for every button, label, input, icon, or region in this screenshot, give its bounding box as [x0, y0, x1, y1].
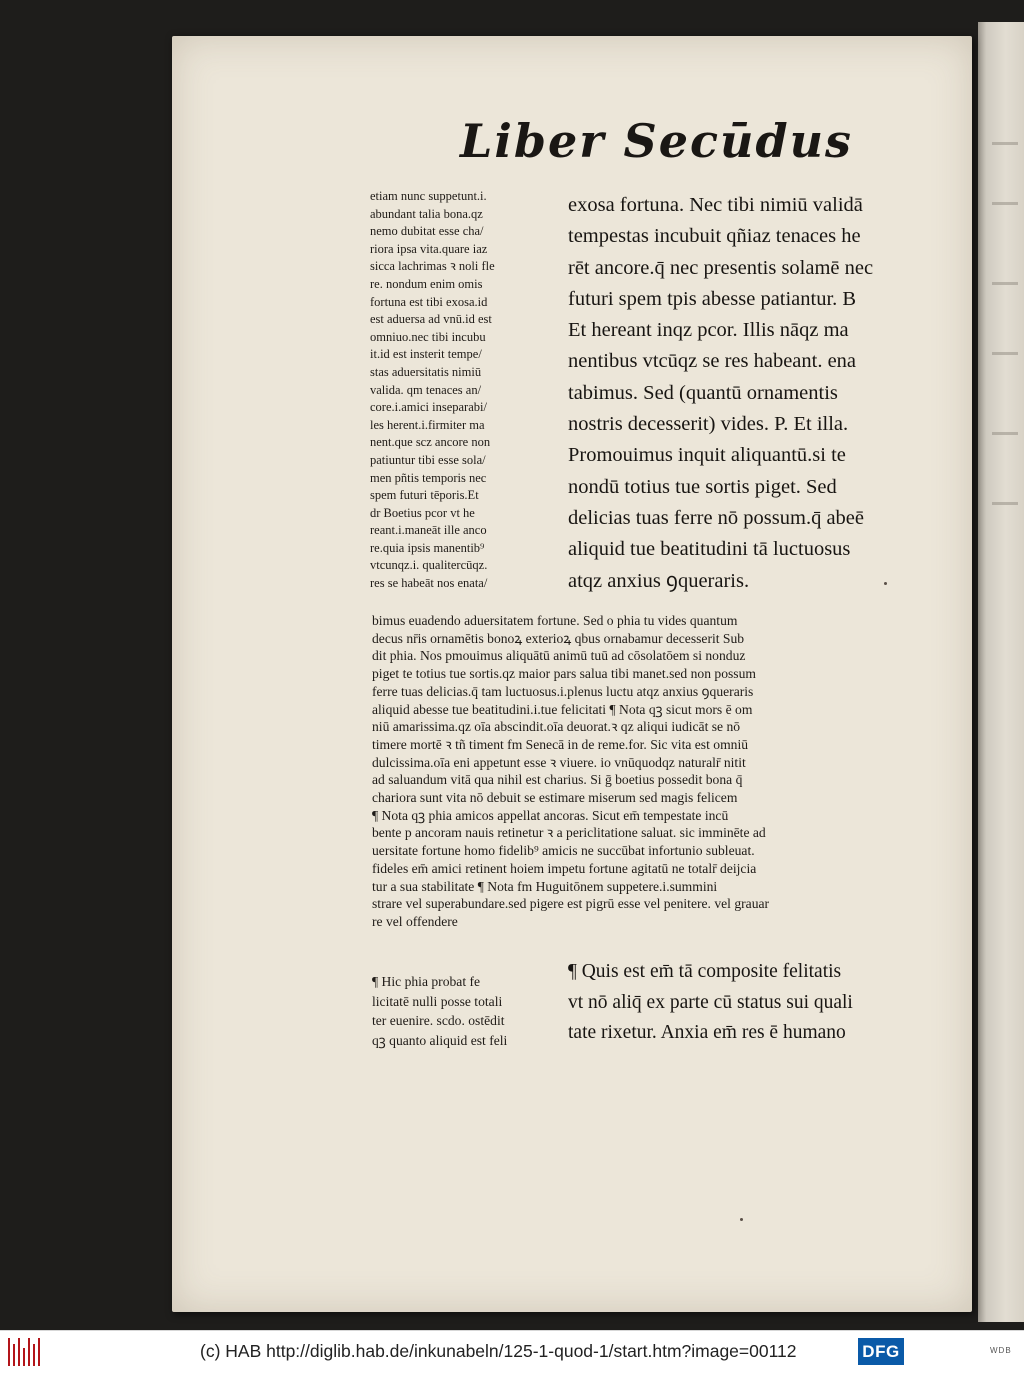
commentary-top — [370, 188, 562, 593]
main-text-line: futuri spem tpis abesse patiantur. B — [568, 287, 857, 310]
commentary-line: fortuna est tibi exosa.id — [370, 294, 488, 309]
commentary-line: re. nondum enim omis — [370, 276, 483, 291]
commentary-line: patiuntur tibi esse sola/ — [370, 452, 486, 467]
main-text-line: exosa fortuna. Nec tibi nimiū validā — [568, 194, 863, 216]
commentary-line: nent.que scz ancore non — [370, 435, 491, 450]
main-text-top — [568, 190, 913, 597]
commentary-line: re.quia ipsis manentib⁹ — [370, 540, 485, 555]
page-heading: Liber Secūdus — [460, 114, 853, 168]
commentary-line: dulcissima.oīa eni appetunt esse ꝛ viuere. io vnūquodqz naturalr̄ nitit — [372, 754, 746, 770]
main-text-line: nostris decesserit) vides. P. Et illa. — [568, 413, 849, 436]
commentary-line: decus nr̄is ornamētis bonoꝝ exterioꝝ qbus ornabamur decesserit Sub — [372, 630, 745, 646]
commentary-line: sicca lachrimas ꝛ noli fle — [370, 259, 495, 274]
commentary-line: bimus euadendo aduersitatem fortune. Sed o phia tu vides quantum — [372, 613, 738, 628]
commentary-line: les herent.i.firmiter ma — [370, 417, 485, 432]
commentary-line: timere mortē ꝛ tñ timent fm Senecā in de reme.for. Sic vita est omniū — [372, 736, 749, 752]
ink-speck — [740, 1218, 743, 1221]
commentary-line: ferre tuas delicias.q̄ tam luctuosus.i.plenus luctu atqz anxius ꝯqueraris — [372, 683, 754, 699]
commentary-line: dit phia. Nos pmouimus aliquātū animū tuū ad cōsolatōem si nonduz — [372, 648, 746, 664]
main-text-line: Et hereant inqz pcor. Illis nāqz ma — [568, 319, 849, 342]
next-page-edge — [978, 22, 1024, 1322]
main-text-line: tabimus. Sed (quantū ornamentis — [568, 381, 838, 404]
commentary-line: abundant talia bona.qz — [370, 206, 483, 221]
commentary-line: niū amarissima.qz oīa abscindit.oīa deuorat.ꝛ qz aliqui iudicāt se nō — [372, 719, 741, 735]
main-text-line: nentibus vtcūqz se res habeant. ena — [568, 350, 857, 373]
hab-bars-icon[interactable] — [8, 1338, 42, 1366]
commentary-line: res se habeāt nos enata/ — [370, 576, 488, 591]
commentary-line: core.i.amici inseparabi/ — [370, 400, 487, 415]
commentary-line: riora ipsa vita.quare iaz — [370, 241, 488, 256]
commentary-line: etiam nunc suppetunt.i. — [370, 189, 487, 203]
main-text-line: delicias tuas ferre nō possum.q̄ abeē — [568, 506, 865, 529]
commentary-line: chariora sunt vita nō debuit se estimare miserum sed magis felicem — [372, 790, 738, 806]
commentary-full — [372, 612, 912, 931]
commentary-line: ter euenire. scdo. ostēdit — [372, 1013, 505, 1028]
commentary-line: omniuo.nec tibi incubu — [370, 329, 486, 344]
commentary-line: vtcunqz.i. qualitercūqz. — [370, 558, 488, 573]
commentary-bottom — [372, 972, 562, 1050]
commentary-line: nemo dubitat esse cha/ — [370, 224, 484, 239]
credit-link[interactable]: (c) HAB http://diglib.hab.de/inkunabeln/125-1-quod-1/start.htm?image=00112 — [200, 1341, 797, 1361]
commentary-line: it.id est insterit tempe/ — [370, 347, 482, 362]
commentary-line: re vel offendere — [372, 913, 458, 929]
commentary-line: strare vel superabundare.sed pigere est pigrū esse vel penitere. vel grauar — [372, 896, 770, 912]
commentary-line: ¶ Nota qꝫ phia amicos appellat ancoras. Sicut em̄ tempestate incū — [372, 807, 729, 823]
commentary-line: ad saluandum vitā qua nihil est charius. Si ḡ boetius possedit bona q̄ — [372, 772, 743, 788]
commentary-line: qꝫ quanto aliquid est feli — [372, 1032, 508, 1048]
main-text-line: rēt ancore.q̄ nec presentis solamē nec — [568, 256, 874, 279]
commentary-line: spem futuri tēporis.Et — [370, 488, 479, 503]
main-text-line: vt nō aliq̄ ex parte cū status sui quali — [568, 991, 853, 1013]
ink-speck — [884, 582, 887, 585]
commentary-line: dr Boetius pcor vt he — [370, 505, 475, 520]
commentary-line: aliquid abesse tue beatitudini.i.tue felicitati ¶ Nota qꝫ sicut mors ē om — [372, 701, 753, 717]
commentary-line: ¶ Hic phia probat fe — [372, 974, 481, 989]
commentary-line: tur a sua stabilitate ¶ Nota fm Huguitōnem suppetere.i.summini — [372, 878, 718, 894]
main-text-line: tate rixetur. Anxia em̄ res ē humano — [568, 1022, 846, 1043]
main-text-line: ¶ Quis est em̄ tā composite felitatis — [568, 961, 842, 982]
wdb-label: WDB — [990, 1346, 1012, 1355]
commentary-line: fideles em̄ amici retinent hoiem impetu fortune agitatū ne totalr̄ deijcia — [372, 860, 757, 876]
viewer-footer — [0, 1330, 1024, 1373]
commentary-line: est aduersa ad vnū.id est — [370, 312, 492, 327]
commentary-line: stas aduersitatis nimiū — [370, 364, 482, 379]
main-text-line: atqz anxius ꝯqueraris. — [568, 569, 750, 592]
commentary-line: men pñtis temporis nec — [370, 470, 487, 485]
dfg-logo[interactable]: DFG — [858, 1338, 904, 1365]
main-text-line: Promouimus inquit aliquantū.si te — [568, 444, 846, 467]
commentary-line: uersitate fortune homo fidelib⁹ amicis ne succūbat infortunio subleuat. — [372, 843, 755, 859]
commentary-line: piget te totius tue sortis.qz maior pars salua tibi manet.sed non possum — [372, 666, 756, 682]
main-text-line: tempestas incubuit qñiaz tenaces he — [568, 225, 861, 248]
commentary-line: valida. qm tenaces an/ — [370, 382, 482, 397]
commentary-line: reant.i.maneāt ille anco — [370, 523, 487, 538]
main-text-line: nondū totius tue sortis piget. Sed — [568, 475, 837, 498]
commentary-line: bente p ancoram nauis retinetur ꝛ a periclitatione saluat. sic imminēte ad — [372, 825, 766, 841]
main-text-bottom — [568, 957, 913, 1049]
commentary-line: licitatē nulli posse totali — [372, 993, 503, 1009]
main-text-line: aliquid tue beatitudini tā luctuosus — [568, 538, 851, 561]
